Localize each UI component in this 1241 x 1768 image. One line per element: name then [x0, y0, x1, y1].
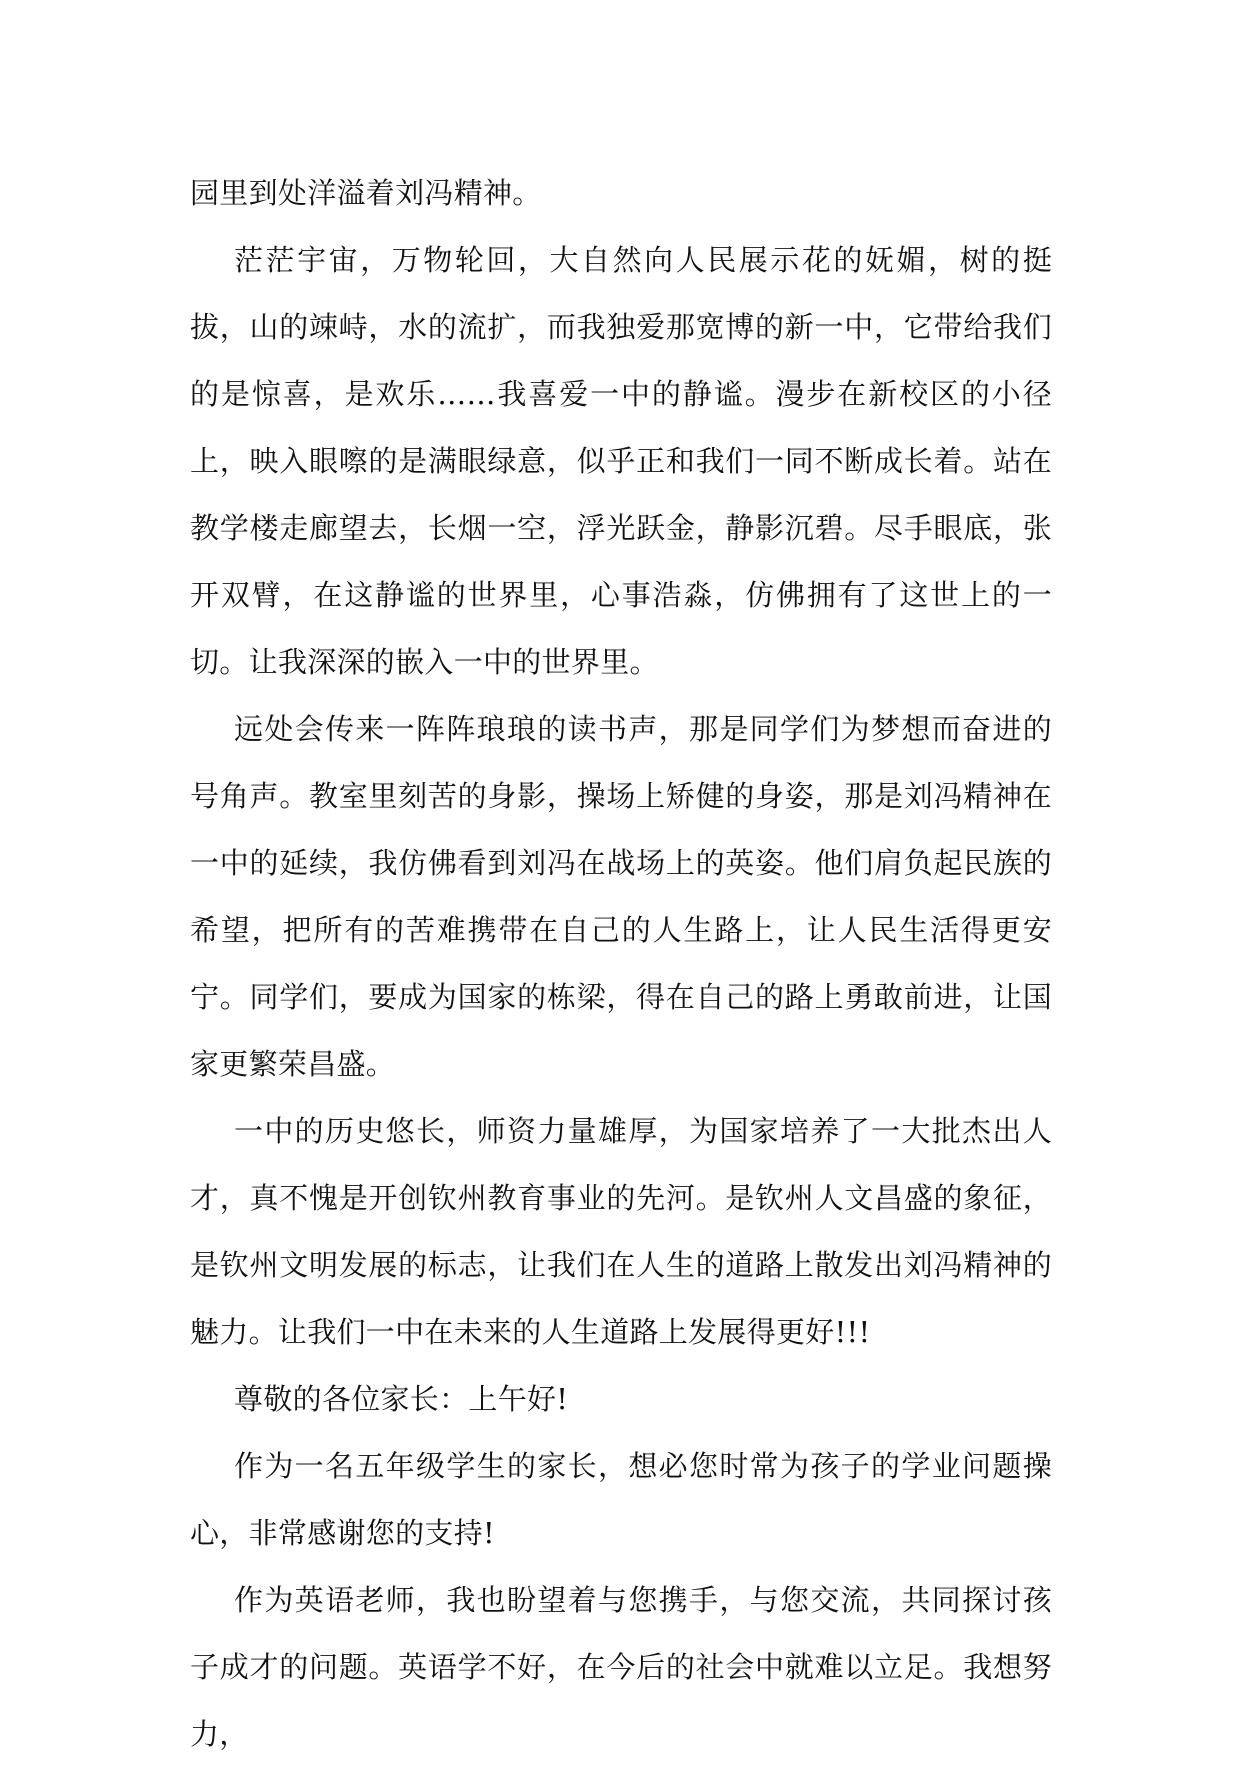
paragraph-2: 茫茫宇宙，万物轮回，大自然向人民展示花的妩媚，树的挺拔，山的竦峙，水的流扩，而我独爱那宽博的新一中，它带给我们的是惊喜，是欢乐……我喜爱一中的静谧。漫步在新校区的小径上，映入眼嚓的是满眼绿意，似乎正和我们一同不断成长着。站在教学楼走廊望去，长烟一空，浮光跃金，静影沉碧。尽手眼底，张开双臂，在这静谧的世界里，心事浩淼，仿佛拥有了这世上的一切。让我深深的嵌入一中的世界里。	[190, 243, 1052, 679]
paragraph-4: 一中的历史悠长，师资力量雄厚，为国家培养了一大批杰出人才，真不愧是开创钦州教育事业的先河。是钦州人文昌盛的象征，是钦州文明发展的标志，让我们在人生的道路上散发出刘冯精神的魅力。让我们一中在未来的人生道路上发展得更好!!!	[190, 1114, 1052, 1349]
paragraph-7: 作为英语老师，我也盼望着与您携手，与您交流，共同探讨孩子成才的问题。英语学不好，在今后的社会中就难以立足。我想努力，	[190, 1583, 1052, 1751]
paragraph-3: 远处会传来一阵阵琅琅的读书声，那是同学们为梦想而奋进的号角声。教室里刻苦的身影，操场上矫健的身姿，那是刘冯精神在一中的延续，我仿佛看到刘冯在战场上的英姿。他们肩负起民族的希望，把所有的苦难携带在自己的人生路上，让人民生活得更安宁。同学们，要成为国家的栋梁，得在自己的路上勇敢前进，让国家更繁荣昌盛。	[190, 712, 1052, 1081]
body-text	[190, 160, 1052, 1768]
paragraph-6: 作为一名五年级学生的家长，想必您时常为孩子的学业问题操心，非常感谢您的支持!	[190, 1449, 1052, 1550]
paragraph-1: 园里到处洋溢着刘冯精神。	[190, 176, 542, 210]
paragraph-5: 尊敬的各位家长：上午好!	[234, 1382, 569, 1416]
